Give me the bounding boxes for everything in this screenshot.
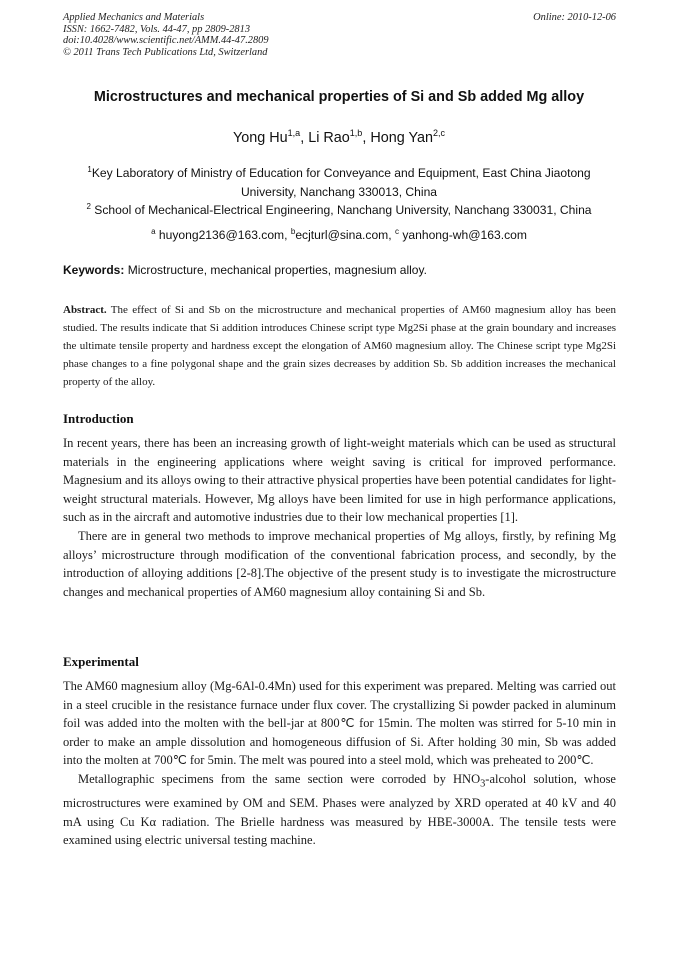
email-separator: , bbox=[388, 228, 395, 242]
doi-line[interactable]: doi:10.4028/www.scientific.net/AMM.44-47.2809 bbox=[63, 35, 269, 47]
email-address[interactable]: yanhong-wh@163.com bbox=[399, 228, 527, 242]
email-superscript: c bbox=[395, 227, 399, 236]
email-superscript: a bbox=[151, 227, 156, 236]
affiliation-2 bbox=[60, 201, 618, 220]
online-date: Online: 2010-12-06 bbox=[533, 12, 616, 23]
keywords-line bbox=[63, 263, 616, 277]
introduction-body bbox=[63, 434, 616, 601]
email-superscript: b bbox=[290, 227, 296, 236]
email-list bbox=[60, 226, 618, 245]
author-separator: , bbox=[300, 130, 309, 146]
experimental-paragraph-2 bbox=[63, 770, 616, 850]
author-superscript: 1,b bbox=[349, 128, 363, 138]
paper-title: Microstructures and mechanical properties of Si and Sb added Mg alloy bbox=[93, 89, 585, 105]
journal-name: Applied Mechanics and Materials bbox=[63, 12, 205, 23]
keywords-label: Keywords: bbox=[63, 263, 125, 277]
journal-info bbox=[63, 12, 269, 58]
abstract-text: The effect of Si and Sb on the microstructure and mechanical properties of AM60 magnesium alloy has been studied. The results indicate that Si addition introduces Chinese script type Mg2Si phase at the grain boundary and increases the ultimate tensile property and hardness except the elongation of AM60 magnesium alloy. The Chinese script type Mg2Si phase changes to a fine polygonal shape and the grain sizes decreases by addition Sb. Sb addition increases the mechanical property of the alloy. bbox=[63, 304, 616, 388]
abstract-label: Abstract. bbox=[63, 304, 107, 316]
introduction-paragraph-1: In recent years, there has been an increasing growth of light-weight materials which can be used as structural materials in the engineering applications where weight saving is critical for improved performance. Magnesium and its alloys owing to their attractive physical properties have been potential candidates for light-weight structural materials. However, Mg alloys have been limited for use in high performance applications, such as in the aircraft and automotive industries due to their low mechanical properties [1]. bbox=[63, 436, 616, 525]
author-name: Hong Yan bbox=[370, 130, 433, 146]
keywords-text: Microstructure, mechanical properties, magnesium alloy. bbox=[124, 263, 427, 277]
affiliation-1-number: 1 bbox=[87, 165, 92, 174]
abstract-paragraph bbox=[63, 302, 616, 392]
experimental-heading: Experimental bbox=[63, 654, 139, 669]
affiliation-1-text: Key Laboratory of Ministry of Education for Conveyance and Equipment, East China Jiaotong University, Nanchang 330013, China bbox=[91, 166, 591, 199]
author-name: Yong Hu bbox=[232, 130, 288, 146]
email-address[interactable]: huyong2136@163.com bbox=[155, 228, 285, 242]
author-separator: , bbox=[362, 130, 371, 146]
introduction-heading: Introduction bbox=[63, 411, 134, 426]
experimental-paragraph-2-end: -alcohol solution, whose microstructures were examined by OM and SEM. Phases were analyzed by XRD operated at 40 kV and 40 mA using Cu Kα radiation. The Brielle hardness was measured by HBE-3000A. The tensile tests were examined using electric universal testing machine. bbox=[63, 771, 616, 848]
experimental-paragraph-1: The AM60 magnesium alloy (Mg-6Al-0.4Mn) used for this experiment was prepared. Melting was carried out in a steel crucible in the resistance furnace under flux cover. The crystallizing Si powder packed in aluminum foil was added into the molten with the bell-jar at 800℃ for 15min. The molten was stirred for 5-10 min in order to make an ample dissolution and homogeneous diffusion of Si. After holding 30 min, Sb was added into the molten at 700℃ for 5min. The melt was poured into a steel mold, which was preheated to 200℃. bbox=[63, 679, 616, 768]
affiliation-2-text: School of Mechanical-Electrical Engineering, Nanchang University, Nanchang 330031, China bbox=[90, 203, 592, 217]
issn-line: ISSN: 1662-7482, Vols. 44-47, pp 2809-2813 bbox=[63, 23, 251, 35]
affiliation-1 bbox=[60, 164, 618, 202]
author-list bbox=[20, 130, 658, 146]
author-name: Li Rao bbox=[308, 130, 350, 146]
experimental-body bbox=[63, 677, 616, 850]
author-superscript: 2,c bbox=[433, 128, 446, 138]
experimental-paragraph-2-start: Metallographic specimens from the same section were corroded by HNO bbox=[78, 771, 481, 786]
introduction-paragraph-2: There are in general two methods to improve mechanical properties of Mg alloys, firstly, by refining Mg alloys’ microstructure through modification of the conventional fabrication process, and secondly, by the introduction of alloying additions [2-8].The objective of the present study is to investigate the microstructure changes and mechanical properties of AM60 magnesium alloy containing Si and Sb. bbox=[63, 528, 616, 599]
affiliation-2-number: 2 bbox=[86, 202, 91, 211]
email-separator: , bbox=[284, 228, 291, 242]
author-superscript: 1,a bbox=[287, 128, 301, 138]
email-address[interactable]: ecjturl@sina.com bbox=[295, 228, 389, 242]
subscript-3: 3 bbox=[480, 778, 486, 790]
copyright-line: © 2011 Trans Tech Publications Ltd, Switzerland bbox=[63, 46, 268, 58]
